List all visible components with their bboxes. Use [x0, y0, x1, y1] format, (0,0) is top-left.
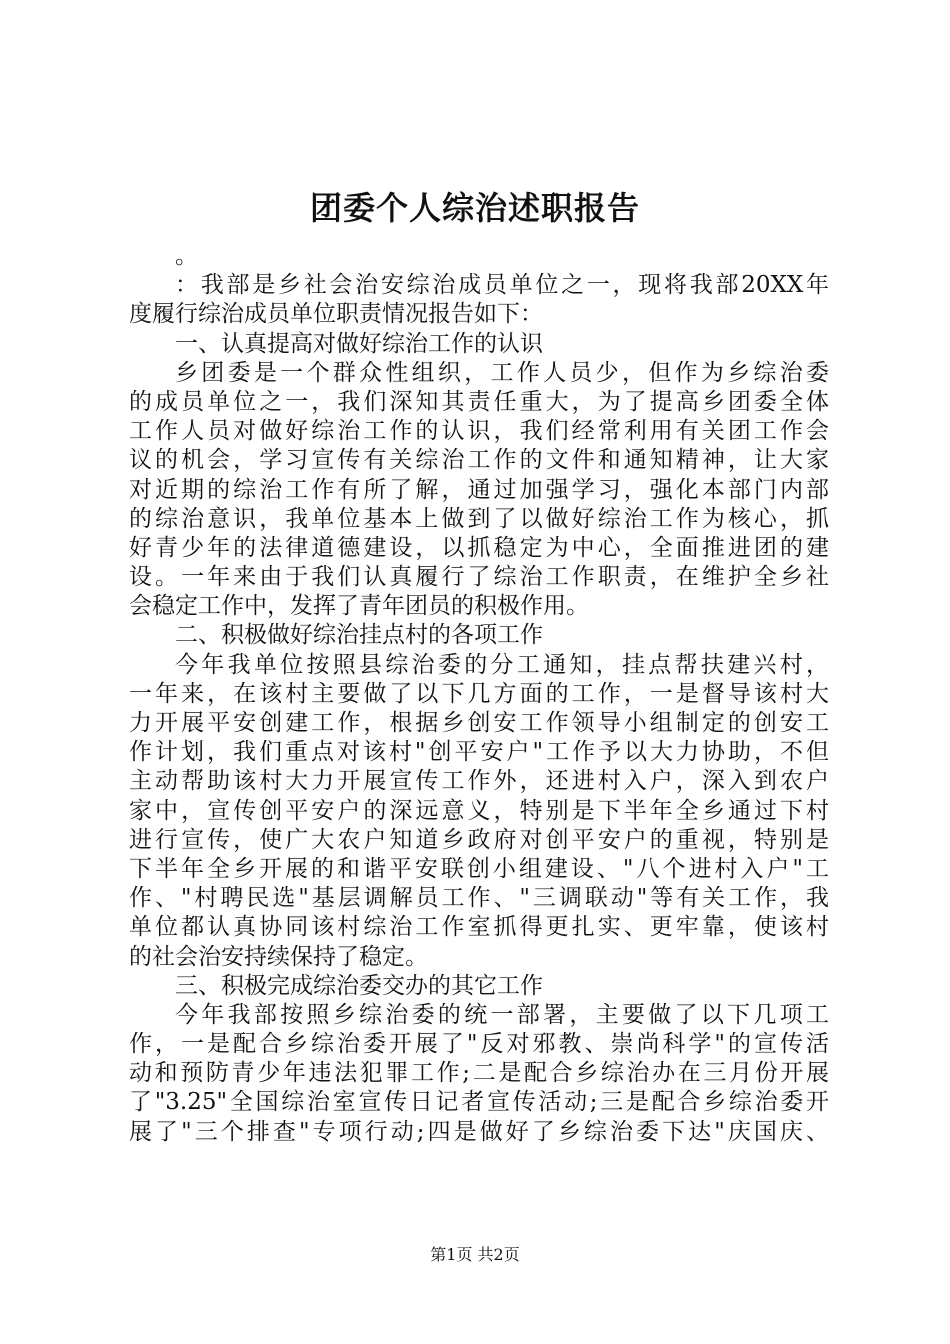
document-body [129, 242, 829, 1147]
text-line: 的综治意识，我单位基本上做到了以做好综治工作为核心，抓 [129, 505, 829, 532]
text-line: 作，一是配合乡综治委开展了"反对邪教、崇尚科学"的宣传活 [129, 1031, 829, 1058]
text-line: 议的机会，学习宣传有关综治工作的文件和通知精神，让大家 [129, 447, 829, 474]
text-line: 乡团委是一个群众性组织，工作人员少，但作为乡综治委 [175, 359, 829, 386]
text-line: 今年我部按照乡综治委的统一部署，主要做了以下几项工 [175, 1001, 829, 1028]
text-line: 进行宣传，使广大农户知道乡政府对创平安户的重视，特别是 [129, 826, 829, 853]
text-line: 设。一年来由于我们认真履行了综治工作职责，在维护全乡社 [129, 564, 829, 591]
text-line: 好青少年的法律道德建设，以抓稳定为中心，全面推进团的建 [129, 534, 829, 561]
text-line: 会稳定工作中，发挥了青年团员的积极作用。 [129, 593, 589, 620]
page-footer: 第1页 共2页 [430, 1245, 520, 1264]
text-line: 展了"三个排查"专项行动;四是做好了乡综治委下达"庆国庆、 [129, 1118, 829, 1145]
text-line: 今年我单位按照县综治委的分工通知，挂点帮扶建兴村， [175, 651, 829, 678]
text-line: 二、积极做好综治挂点村的各项工作 [175, 622, 543, 649]
text-line: 下半年全乡开展的和谐平安联创小组建设、"八个进村入户"工 [129, 855, 829, 882]
text-line: 力开展平安创建工作，根据乡创安工作领导小组制定的创安工 [129, 710, 829, 736]
text-line: 度履行综治成员单位职责情况报告如下： [129, 301, 543, 328]
text-line: 一、认真提高对做好综治工作的认识 [175, 330, 543, 357]
text-line: 动和预防青少年违法犯罪工作;二是配合乡综治办在三月份开展 [129, 1060, 829, 1087]
text-line: 对近期的综治工作有所了解，通过加强学习，强化本部门内部 [129, 476, 829, 503]
text-line: 工作人员对做好综治工作的认识，我们经常利用有关团工作会 [129, 418, 829, 445]
text-line: 主动帮助该村大力开展宣传工作外，还进村入户，深入到农户 [129, 768, 829, 795]
text-line: 三、积极完成综治委交办的其它工作 [175, 972, 543, 999]
text-line: 单位都认真协同该村综治工作室抓得更扎实、更牢靠，使该村 [129, 914, 829, 941]
text-line: 的成员单位之一，我们深知其责任重大，为了提高乡团委全体 [129, 388, 829, 415]
text-line: 。 [175, 243, 198, 269]
text-line: 的社会治安持续保持了稳定。 [129, 943, 428, 970]
text-line: 家中，宣传创平安户的深远意义，特别是下半年全乡通过下村 [129, 797, 829, 824]
text-line: 作、"村聘民选"基层调解员工作、"三调联动"等有关工作，我 [129, 885, 829, 912]
text-line: 作计划，我们重点对该村"创平安户"工作予以大力协助，不但 [129, 739, 829, 766]
text-line: 一年来，在该村主要做了以下几方面的工作，一是督导该村大 [129, 680, 829, 707]
text-line: 了"3.25"全国综治室宣传日记者宣传活动;三是配合乡综治委开 [129, 1089, 829, 1116]
text-line: ：我部是乡社会治安综治成员单位之一，现将我部20XX年 [175, 272, 829, 299]
document-title: 团委个人综治述职报告 [309, 189, 640, 227]
